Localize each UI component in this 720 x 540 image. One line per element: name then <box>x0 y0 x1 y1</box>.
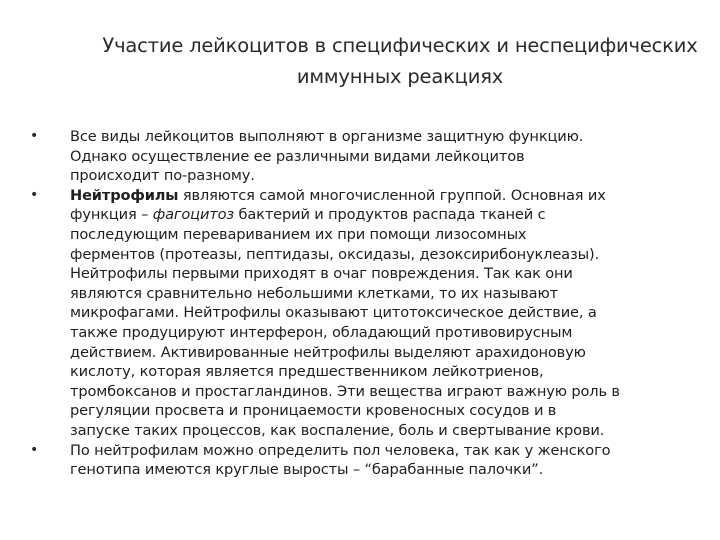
term-neutrophils: Нейтрофилы <box>70 186 179 204</box>
list-item-line: регуляции просвета и проницаемости кровеносных сосудов и в <box>70 402 557 420</box>
text-run: бактерий и продуктов распада тканей с <box>234 206 546 224</box>
list-item-line: Однако осуществление ее различными видами лейкоцитов <box>70 147 525 165</box>
list-item-line: кислоту, которая является предшественником лейкотриенов, <box>70 363 544 381</box>
list-item-line: микрофагами. Нейтрофилы оказывают цитотоксическое действие, а <box>70 304 597 322</box>
list-item-line <box>70 205 700 225</box>
bullet-list <box>30 127 700 480</box>
list-item-line: последующим перевариванием их при помощи лизосомных <box>70 225 527 243</box>
bullet-icon: • <box>30 186 39 203</box>
list-item-line <box>70 186 700 206</box>
slide-title <box>40 30 720 92</box>
list-item-line: Все виды лейкоцитов выполняют в организме защитную функцию. <box>70 128 584 145</box>
list-item-line: также продуцируют интерферон, обладающий противовирусным <box>70 323 573 341</box>
list-item <box>30 441 700 480</box>
list-item-line: Нейтрофилы первыми приходят в очаг повреждения. Так как они <box>70 265 573 283</box>
bullet-icon: • <box>30 441 39 458</box>
list-item-line: ферментов (протеазы, пептидазы, оксидазы, дезоксирибонуклеазы). <box>70 245 599 263</box>
list-item-line: происходит по-разному. <box>70 167 255 185</box>
list-item-line: запуске таких процессов, как воспаление, боль и свертывание крови. <box>70 421 605 439</box>
list-item-line: генотипа имеются круглые выросты – “барабанные палочки”. <box>70 461 544 479</box>
list-item-line: тромбоксанов и простагландинов. Эти вещества играют важную роль в <box>70 382 620 400</box>
list-item <box>30 186 700 441</box>
list-item <box>30 127 700 186</box>
title-line-1: Участие лейкоцитов в специфических и неспецифических <box>102 34 698 57</box>
text-run: функция – <box>70 206 153 224</box>
text-run: являются самой многочисленной группой. Основная их <box>178 186 606 204</box>
list-item-line: По нейтрофилам можно определить пол человека, так как у женского <box>70 441 611 459</box>
term-phagocytosis: фагоцитоз <box>152 206 235 224</box>
title-line-2: иммунных реакциях <box>296 65 504 88</box>
list-item-line: являются сравнительно небольшими клетками, то их называют <box>70 284 558 302</box>
list-item-line: действием. Активированные нейтрофилы выделяют арахидоновую <box>70 343 586 361</box>
bullet-icon: • <box>30 128 39 144</box>
